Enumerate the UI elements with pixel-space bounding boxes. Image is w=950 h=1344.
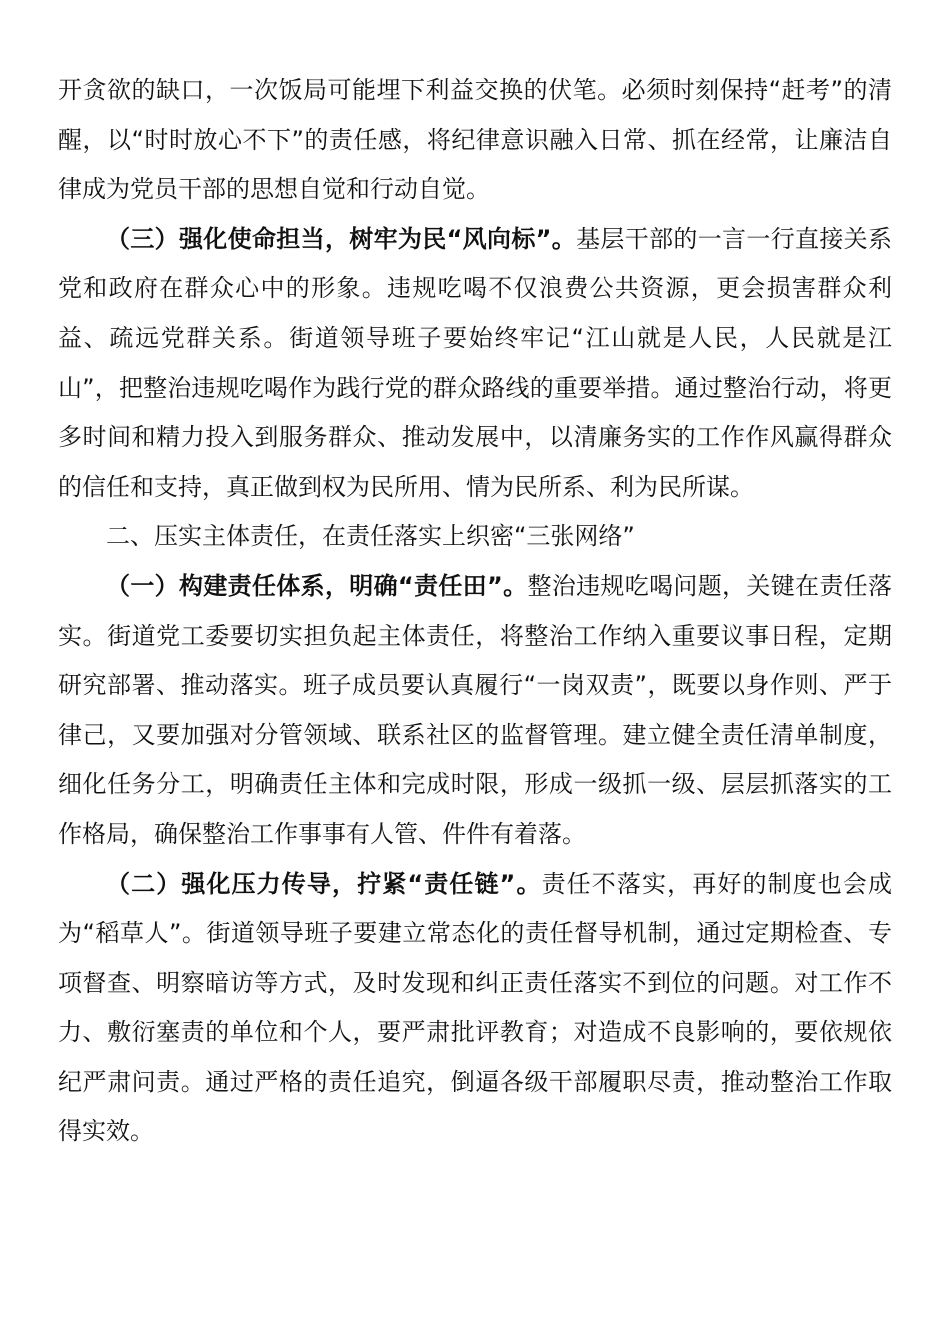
section-heading xyxy=(58,512,892,562)
paragraph-continuation xyxy=(58,66,892,215)
paragraph-text: 责任不落实，再好的制度也会成为“稻草人”。街道领导班子要建立常态化的责任督导机制，通过定期检查、专项督查、明察暗访等方式，及时发现和纠正责任落实不到位的问题。对工作不力、敷衍塞责的单位和个人，要严肃批评教育；对造成不良影响的，要依规依纪严肃问责。通过严格的责任追究，倒逼各级干部履职尽责，推动整治工作取得实效。 xyxy=(58,869,893,1146)
paragraph-text: 整治违规吃喝问题，关键在责任落实。街道党工委要切实担负起主体责任，将整治工作纳入重要议事日程，定期研究部署、推动落实。班子成员要认真履行“一岗双责”，既要以身作则、严于律己，又要加强对分管领域、联系社区的监督管理。建立健全责任清单制度，细化任务分工，明确责任主体和完成时限，形成一级抓一级、层层抓落实的工作格局，确保整治工作事事有人管、件件有着落。 xyxy=(58,571,893,848)
paragraph-lead-heading: （二）强化压力传导，拧紧“责任链”。 xyxy=(106,869,542,898)
paragraph-lead-heading: （三）强化使命担当，树牢为民“风向标”。 xyxy=(106,224,577,253)
paragraph-lead-heading: （一）构建责任体系，明确“责任田”。 xyxy=(106,571,528,600)
document-page xyxy=(58,66,892,1157)
paragraph-pressure-transmission xyxy=(58,860,892,1158)
section-heading-text: 二、压实主体责任，在责任落实上织密“三张网络” xyxy=(106,522,635,551)
paragraph-mission xyxy=(58,215,892,513)
paragraph-responsibility-system xyxy=(58,562,892,860)
paragraph-text: 开贪欲的缺口，一次饭局可能埋下利益交换的伏笔。必须时刻保持“赶考”的清醒，以“时时放心不下”的责任感，将纪律意识融入日常、抓在经常，让廉洁自律成为党员干部的思想自觉和行动自觉。 xyxy=(58,76,892,204)
paragraph-text: 基层干部的一言一行直接关系党和政府在群众心中的形象。违规吃喝不仅浪费公共资源，更会损害群众利益、疏远党群关系。街道领导班子要始终牢记“江山就是人民，人民就是江山”，把整治违规吃喝作为践行党的群众路线的重要举措。通过整治行动，将更多时间和精力投入到服务群众、推动发展中，以清廉务实的工作作风赢得群众的信任和支持，真正做到权为民所用、情为民所系、利为民所谋。 xyxy=(58,224,893,501)
